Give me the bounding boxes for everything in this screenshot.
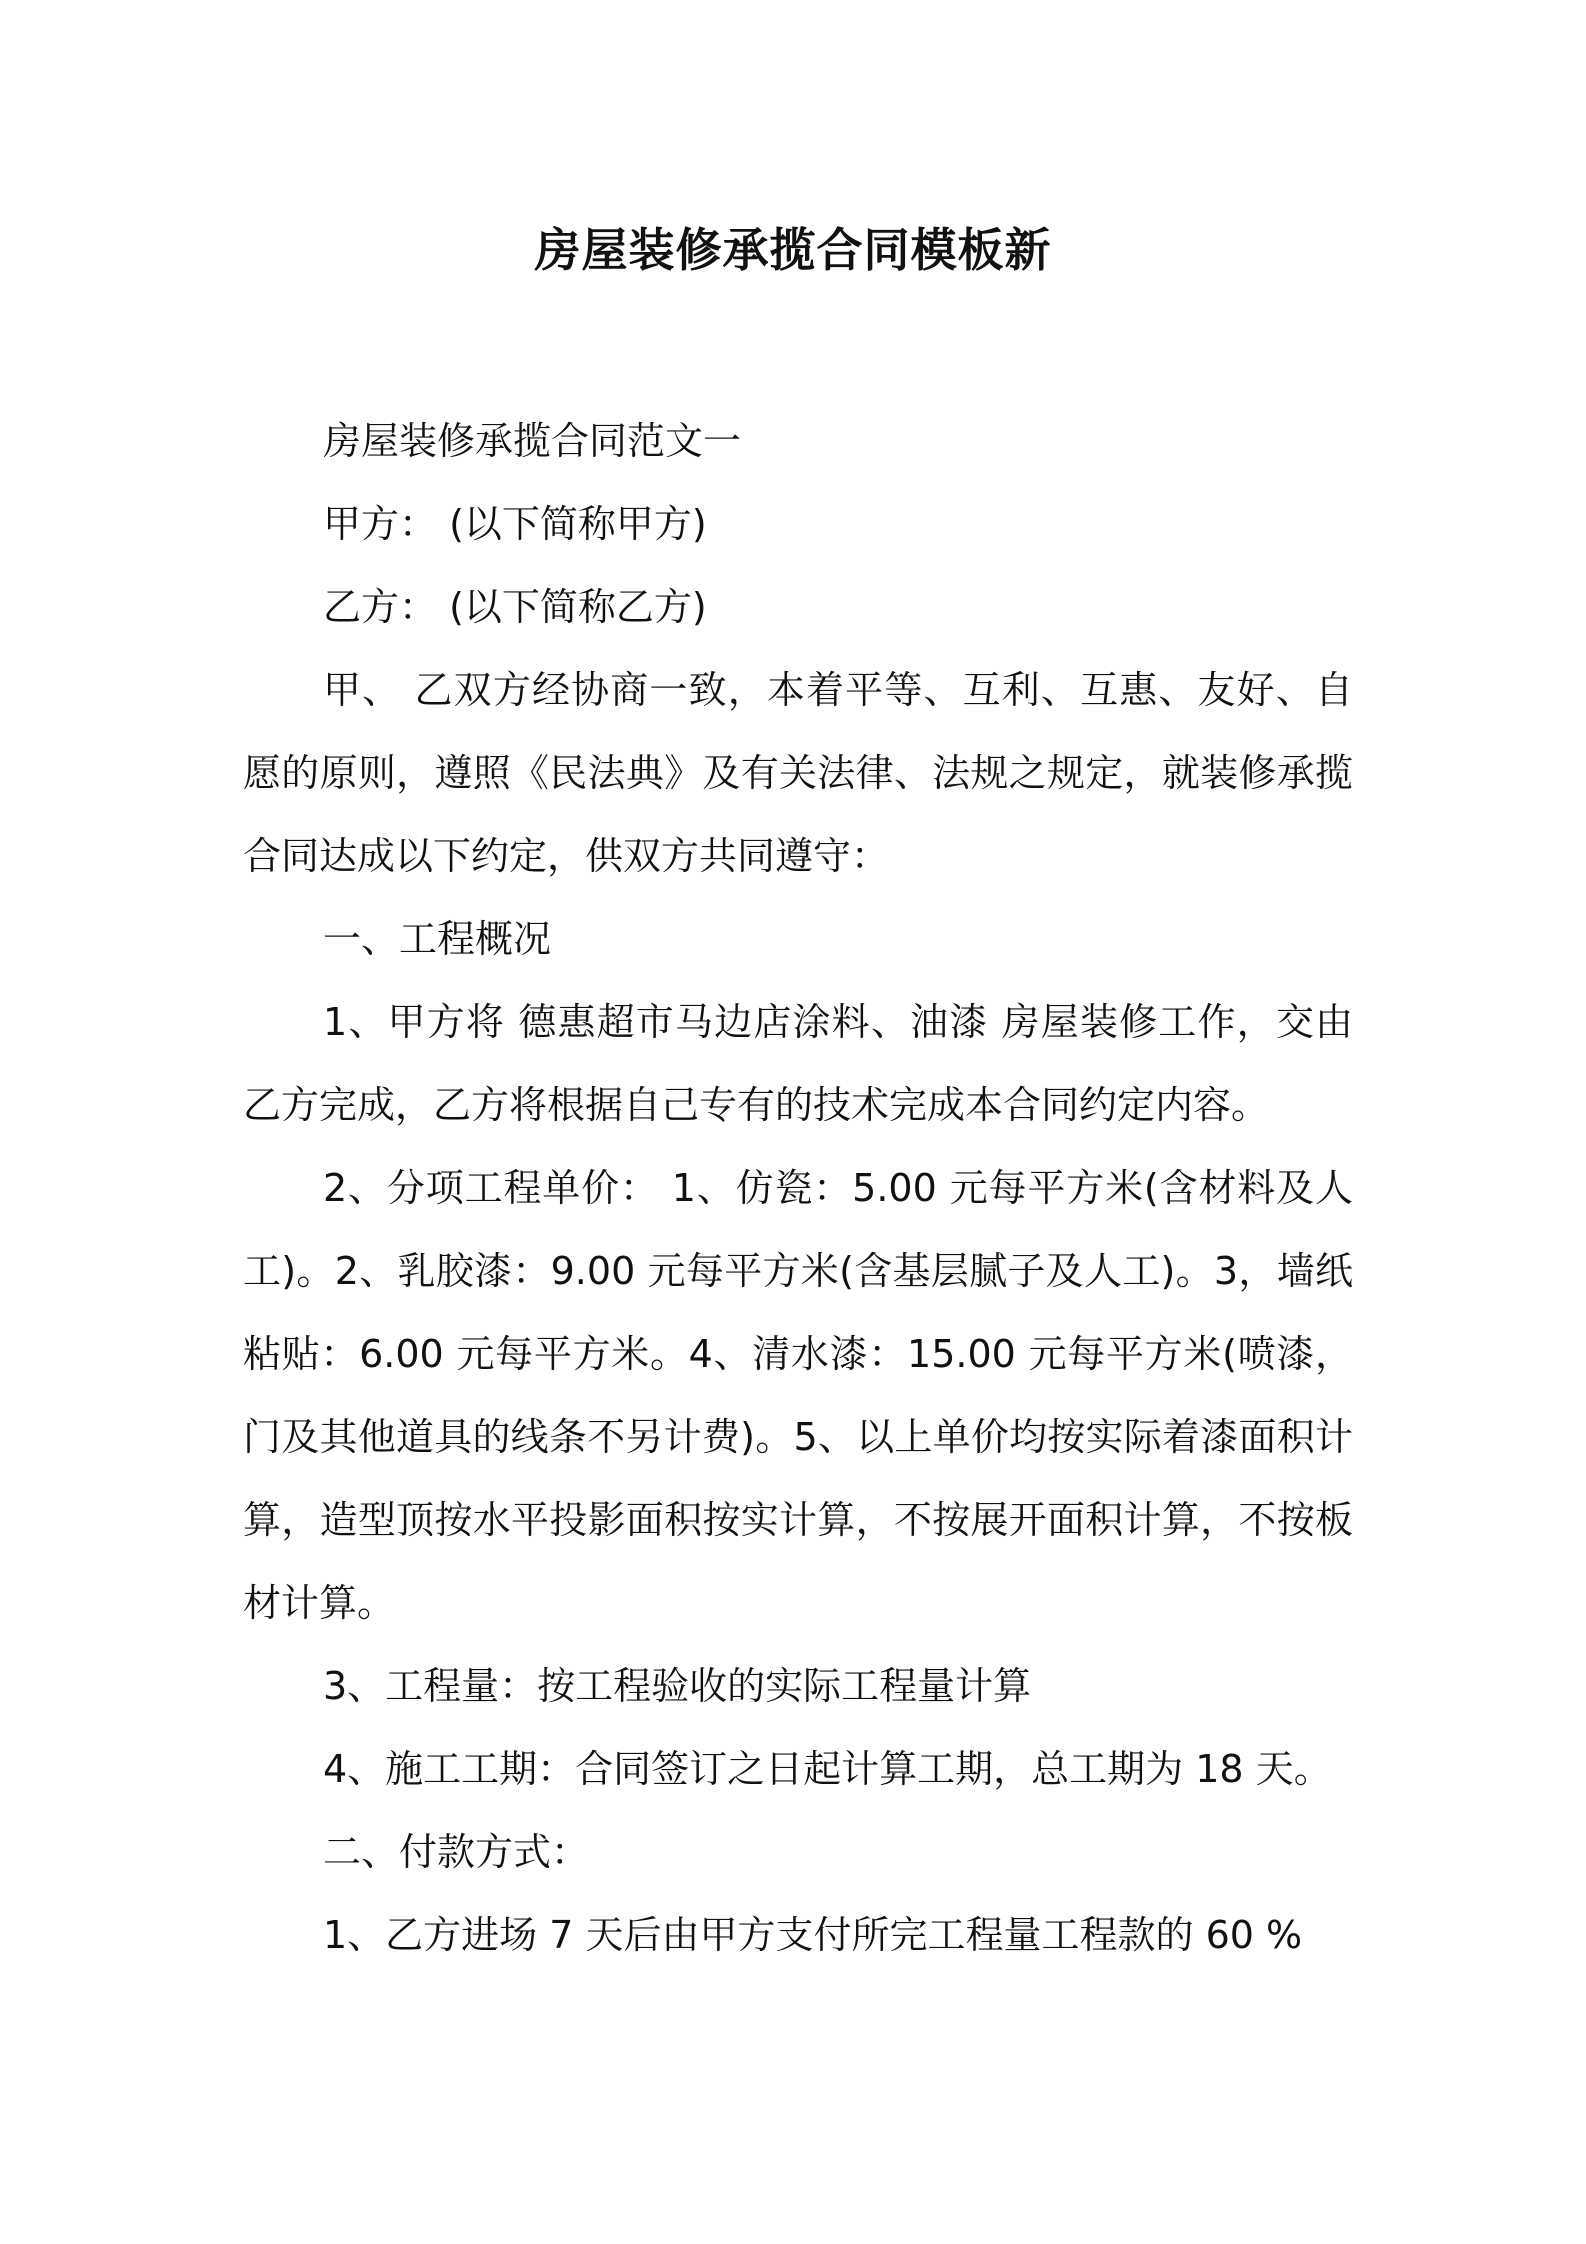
paragraph-clause-4: 4、施工工期：合同签订之日起计算工期，总工期为 18 天。 — [323, 1747, 1332, 1791]
document-body — [243, 400, 1353, 1977]
paragraph-party-b: 乙方： (以下简称乙方) — [323, 585, 707, 629]
paragraph-clause-3: 3、工程量：按工程验收的实际工程量计算 — [323, 1664, 1032, 1708]
paragraph-payment-1: 1、乙方进场 7 天后由甲方支付所完工程量工程款的 60 % — [323, 1913, 1303, 1957]
paragraph-heading: 房屋装修承揽合同范文一 — [323, 419, 742, 463]
section-heading-payment: 二、付款方式： — [323, 1830, 590, 1874]
document-title: 房屋装修承揽合同模板新 — [534, 223, 1052, 277]
paragraph-preamble: 甲、 乙双方经协商一致，本着平等、互利、互惠、友好、自愿的原则，遵照《民法典》及有关法律、法规之规定，就装修承揽合同达成以下约定，供双方共同遵守： — [243, 668, 1353, 878]
section-heading-overview: 一、工程概况 — [323, 917, 552, 961]
paragraph-clause-2: 2、分项工程单价： 1、仿瓷：5.00 元每平方米(含材料及人工)。2、乳胶漆：9.00 元每平方米(含基层腻子及人工)。3，墙纸粘贴：6.00 元每平方米。4、清水漆：15.00 元每平方米(喷漆，门及其他道具的线条不另计费)。5、以上单价均按实际着漆面积计算，造型顶按水平投影面积按实计算，不按展开面积计算，不按板材计算。 — [243, 1166, 1353, 1625]
paragraph-clause-1: 1、甲方将 德惠超市马边店涂料、油漆 房屋装修工作，交由乙方完成，乙方将根据自己专有的技术完成本合同约定内容。 — [243, 1000, 1353, 1127]
paragraph-party-a: 甲方： (以下简称甲方) — [323, 502, 707, 546]
